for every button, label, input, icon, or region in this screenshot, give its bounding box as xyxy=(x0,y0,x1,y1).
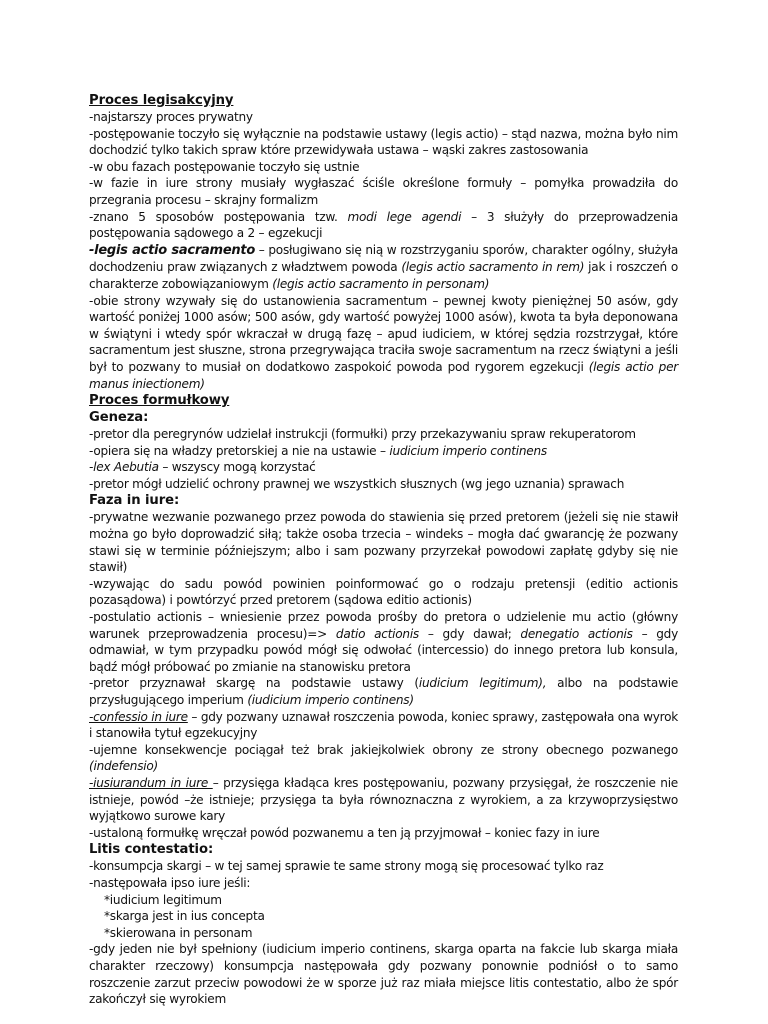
document-page xyxy=(89,92,678,1008)
paragraph xyxy=(89,775,678,825)
subheading-litis-contestatio: Litis contestatio: xyxy=(89,842,214,858)
list-item: *skierowana in personam xyxy=(104,925,253,940)
text-run-italic: (indefensio) xyxy=(89,759,159,774)
paragraph xyxy=(89,443,678,460)
text-run: – wszyscy mogą korzystać xyxy=(158,460,316,475)
text-run: -znano 5 sposobów postępowania tzw. xyxy=(89,209,348,224)
heading-proces-formulkowy: Proces formułkowy xyxy=(89,393,230,409)
text-run: – posługiwano się nią w rozstrzyganiu sporów, charakter ogólny, służyła dochodzeniu praw związanych z władztwem powoda xyxy=(89,242,678,275)
text-run-italic: datio actionis xyxy=(335,626,419,641)
paragraph: -w fazie in iure strony musiały wygłaszać ściśle określone formuły – pomyłka prowadziła do przegrania procesu – skrajny formalizm xyxy=(89,176,678,207)
text-run-italic: (legis actio per manus iniectionem) xyxy=(89,359,678,391)
text-run: albo na podstawie przysługującego imperium xyxy=(89,676,679,707)
paragraph: -w obu fazach postępowanie toczyło się ustnie xyxy=(89,159,360,174)
paragraph: -ustaloną formułkę wręczał powód pozwanemu a ten ją przyjmował – koniec fazy in iure xyxy=(89,825,600,840)
text-run: -opiera się na władzy pretorskiej a nie na ustawie – xyxy=(89,443,390,458)
paragraph xyxy=(89,293,678,393)
text-run: – gdy pozwany uznawał roszczenia powoda, koniec sprawy, zastępowała ona wyrok i stanowiła tytuł egzekucyjny xyxy=(89,709,678,741)
paragraph: -konsumpcja skargi – w tej samej sprawie te same strony mogą się procesować tylko raz xyxy=(89,859,604,874)
paragraph: -postępowanie toczyło się wyłącznie na podstawie ustawy (legis actio) – stąd nazwa, można było nim dochodzić tylko takich spraw które przewidywała ustawa – wąski zakres zastosowania xyxy=(89,126,678,158)
paragraph xyxy=(89,609,678,675)
text-run-italic: -lex Aebutia xyxy=(89,460,159,475)
text-run-italic-underline: -confessio in iure xyxy=(89,709,188,724)
text-run-italic: (legis actio sacramento in rem) xyxy=(401,260,585,275)
text-run: – 3 służyły do przeprowadzenia postępowania sądowego a 2 – egzekucji xyxy=(89,209,679,241)
text-run: – przysięga kładąca kres postępowaniu, pozwany przysięgał, że roszczenie nie istnieje, powód –że istnieje; przysięga ta była równoznaczna z wyrokiem, a za krzywoprzysięstwo wyjątkowo surowe kary xyxy=(89,775,678,824)
heading-proces-legisakcyjny: Proces legisakcyjny xyxy=(89,93,234,108)
text-run-italic: denegatio actionis xyxy=(520,626,633,641)
paragraph: -pretor dla peregrynów udzielał instrukcji (formułki) przy przekazywaniu spraw rekuperatorom xyxy=(89,427,636,442)
paragraph xyxy=(89,209,678,242)
paragraph xyxy=(89,242,678,293)
text-run: – gdy dawał; xyxy=(418,626,521,641)
text-run: jak i roszczeń o charakterze zobowiązaniowym xyxy=(89,260,678,291)
paragraph: -następowała ipso iure jeśli: xyxy=(89,875,251,890)
text-run: -ujemne konsekwencje pociągał też brak jakiejkolwiek obrony ze strony obecnego pozwanego xyxy=(89,742,678,757)
subheading-geneza: Geneza: xyxy=(89,410,149,426)
paragraph: -prywatne wezwanie pozwanego przez powoda do stawienia się przed pretorem (jeżeli się nie stawił można go było doprowadzić siłą; także osoba trzecia – windeks – mogła dać gwarancję że pozwany stawi się w terminie późniejszym; albo i sam pozwany przyrzekał powodowi zapłatę gdyby się nie stawił) xyxy=(89,510,678,575)
text-run-bold-italic: -legis actio sacramento xyxy=(89,242,256,258)
paragraph xyxy=(89,675,678,708)
list-item: *skarga jest in ius concepta xyxy=(104,909,265,924)
list-item: *iudicium legitimum xyxy=(104,892,222,907)
paragraph: -najstarszy proces prywatny xyxy=(89,110,253,124)
text-run: – gdy odmawiał, w tym przypadku powód mógł się odwołać (intercessio) do innego pretora lub konsula, bądź mógł próbować po zmianie na stanowisku pretora xyxy=(89,626,679,674)
text-run-italic-underline: -iusiurandum in iure xyxy=(89,775,213,790)
paragraph: -wzywając do sadu powód powinien poinformować go o rodzaju pretensji (editio actionis pozasądowa) i powtórzyć przed pretorem (sądowa editio actionis) xyxy=(89,576,678,608)
paragraph: -pretor mógł udzielić ochrony prawnej we wszystkich słusznych (wg jego uznania) sprawach xyxy=(89,476,625,491)
text-run-italic: iudicium imperio continens xyxy=(389,443,547,458)
text-run: -postulatio actionis – wniesienie przez powoda prośby do pretora o udzielenie mu actio (główny warunek przeprowadzenia procesu)=> xyxy=(89,610,678,641)
text-run-italic: modi lege agendi xyxy=(347,209,462,224)
text-run: -pretor przyznawał skargę na podstawie ustawy ( xyxy=(89,676,419,691)
paragraph xyxy=(89,459,678,476)
text-run-italic: (legis actio sacramento in personam) xyxy=(272,276,490,291)
text-run-italic: iudicium legitimum), xyxy=(418,676,547,691)
paragraph xyxy=(89,742,678,775)
text-run-italic: (iudicium imperio continens) xyxy=(247,693,414,707)
paragraph: -gdy jeden nie był spełniony (iudicium imperio continens, skarga oparta na fakcie lub skarga miała charakter rzeczowy) konsumpcja następowała gdy pozwany ponownie podniósł o to samo roszczenie zarzut przeciw powodowi że w sporze już raz miała miejsce litis contestatio, albo że spór zakończył się wyrokiem xyxy=(89,942,678,1007)
text-run: -obie strony wzywały się do ustanowienia sacramentum – pewnej kwoty pieniężnej 50 asów, gdy wartość poniżej 1000 asów; 500 asów, gdy wartość powyżej 1000 asów), kwota ta była deponowana w świątyni i wtedy spór wkraczał w drugą fazę – apud iudiciem, w której sędzia rozstrzygał, które sacramentum jest słuszne, strona przegrywająca traciła swoje sacramentum na rzecz świątyni a jeśli był to pozwany to musiał on dodatkowo zaspokoić powoda pod rygorem egzekucji xyxy=(89,293,678,374)
paragraph xyxy=(89,709,678,742)
subheading-faza-in-iure: Faza in iure: xyxy=(89,493,180,509)
